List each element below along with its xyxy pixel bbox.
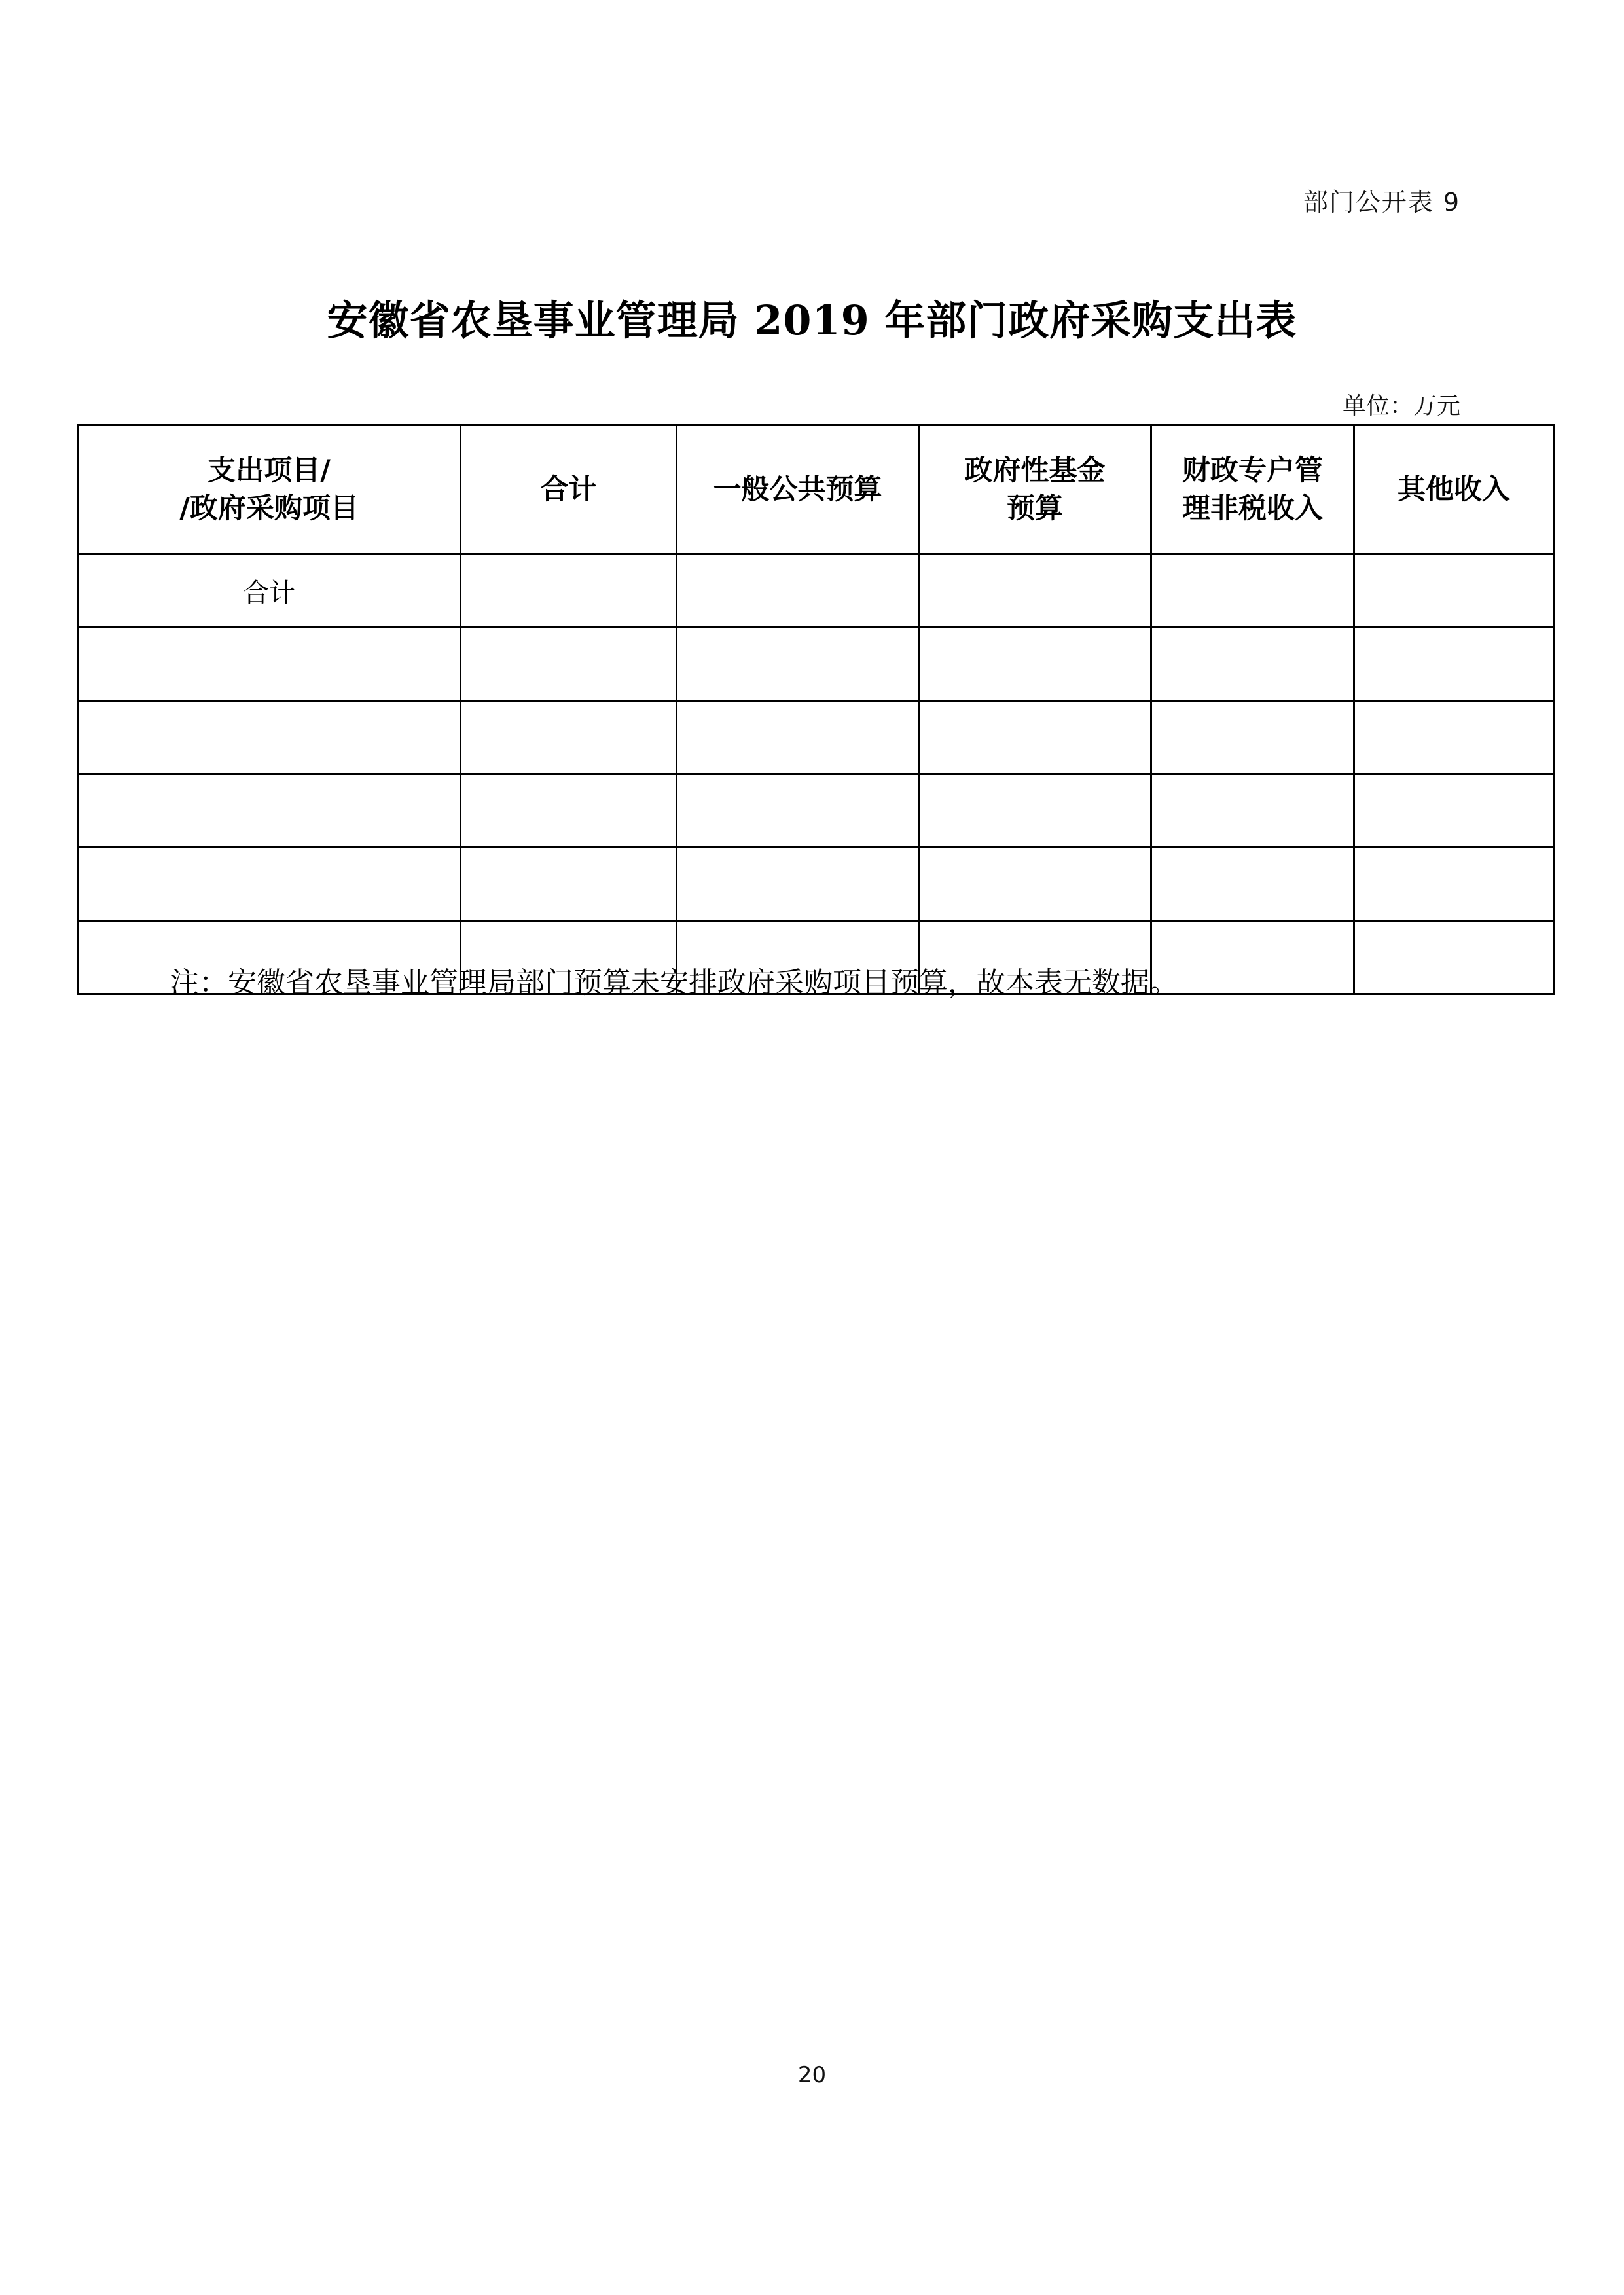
table-row bbox=[78, 774, 1554, 848]
cell-other-income bbox=[1354, 554, 1554, 628]
budget-table-wrapper bbox=[77, 424, 1553, 995]
table-note: 注：安徽省农垦事业管理局部门预算未安排政府采购项目预算，故本表无数据。 bbox=[170, 966, 1178, 1000]
column-header-line-1: 合计 bbox=[540, 473, 597, 506]
page-number: 20 bbox=[797, 2062, 827, 2088]
column-header-line-1: 其他收入 bbox=[1398, 473, 1510, 506]
cell-item: 合计 bbox=[78, 554, 461, 628]
column-header-line-2: 预算 bbox=[1007, 492, 1063, 525]
cell-general-public-budget bbox=[677, 774, 919, 848]
column-header-line-1: 支出项目/ bbox=[208, 454, 331, 487]
column-header-other-income bbox=[1354, 425, 1554, 554]
cell-special-account-nontax-income bbox=[1151, 701, 1354, 774]
cell-special-account-nontax-income bbox=[1151, 554, 1354, 628]
cell-item bbox=[78, 774, 461, 848]
unit-label: 单位：万元 bbox=[1342, 393, 1460, 420]
cell-special-account-nontax-income bbox=[1151, 848, 1354, 921]
table-header bbox=[78, 425, 1554, 554]
cell-item bbox=[78, 848, 461, 921]
procurement-expenditure-table bbox=[77, 424, 1555, 995]
column-header-line-1: 一般公共预算 bbox=[713, 473, 882, 506]
cell-total bbox=[461, 774, 677, 848]
column-header-expenditure-item bbox=[78, 425, 461, 554]
column-header-line-2: /政府采购项目 bbox=[179, 492, 359, 525]
column-header-government-fund-budget bbox=[919, 425, 1151, 554]
cell-other-income bbox=[1354, 628, 1554, 701]
column-header-line-1: 政府性基金 bbox=[964, 454, 1106, 487]
column-header-total bbox=[461, 425, 677, 554]
cell-item bbox=[78, 701, 461, 774]
cell-government-fund-budget bbox=[919, 628, 1151, 701]
cell-special-account-nontax-income bbox=[1151, 628, 1354, 701]
table-header-row bbox=[78, 425, 1554, 554]
cell-special-account-nontax-income bbox=[1151, 774, 1354, 848]
cell-general-public-budget bbox=[677, 554, 919, 628]
table-row bbox=[78, 628, 1554, 701]
cell-total bbox=[461, 848, 677, 921]
cell-total bbox=[461, 701, 677, 774]
cell-item bbox=[78, 628, 461, 701]
cell-total bbox=[461, 628, 677, 701]
column-header-line-1: 财政专户管 bbox=[1182, 454, 1323, 487]
table-row bbox=[78, 848, 1554, 921]
table-row bbox=[78, 701, 1554, 774]
table-row bbox=[78, 554, 1554, 628]
cell-government-fund-budget bbox=[919, 774, 1151, 848]
page-title: 安徽省农垦事业管理局 2019 年部门政府采购支出表 bbox=[327, 297, 1297, 344]
cell-government-fund-budget bbox=[919, 554, 1151, 628]
cell-other-income bbox=[1354, 774, 1554, 848]
table-body bbox=[78, 554, 1554, 994]
cell-other-income bbox=[1354, 848, 1554, 921]
form-reference-label: 部门公开表 9 bbox=[1303, 188, 1460, 217]
column-header-line-2: 理非税收入 bbox=[1182, 492, 1323, 525]
cell-government-fund-budget bbox=[919, 848, 1151, 921]
column-header-general-public-budget bbox=[677, 425, 919, 554]
cell-general-public-budget bbox=[677, 701, 919, 774]
cell-total bbox=[461, 554, 677, 628]
cell-other-income bbox=[1354, 701, 1554, 774]
cell-general-public-budget bbox=[677, 848, 919, 921]
cell-general-public-budget bbox=[677, 628, 919, 701]
column-header-special-account-nontax-income bbox=[1151, 425, 1354, 554]
cell-government-fund-budget bbox=[919, 701, 1151, 774]
